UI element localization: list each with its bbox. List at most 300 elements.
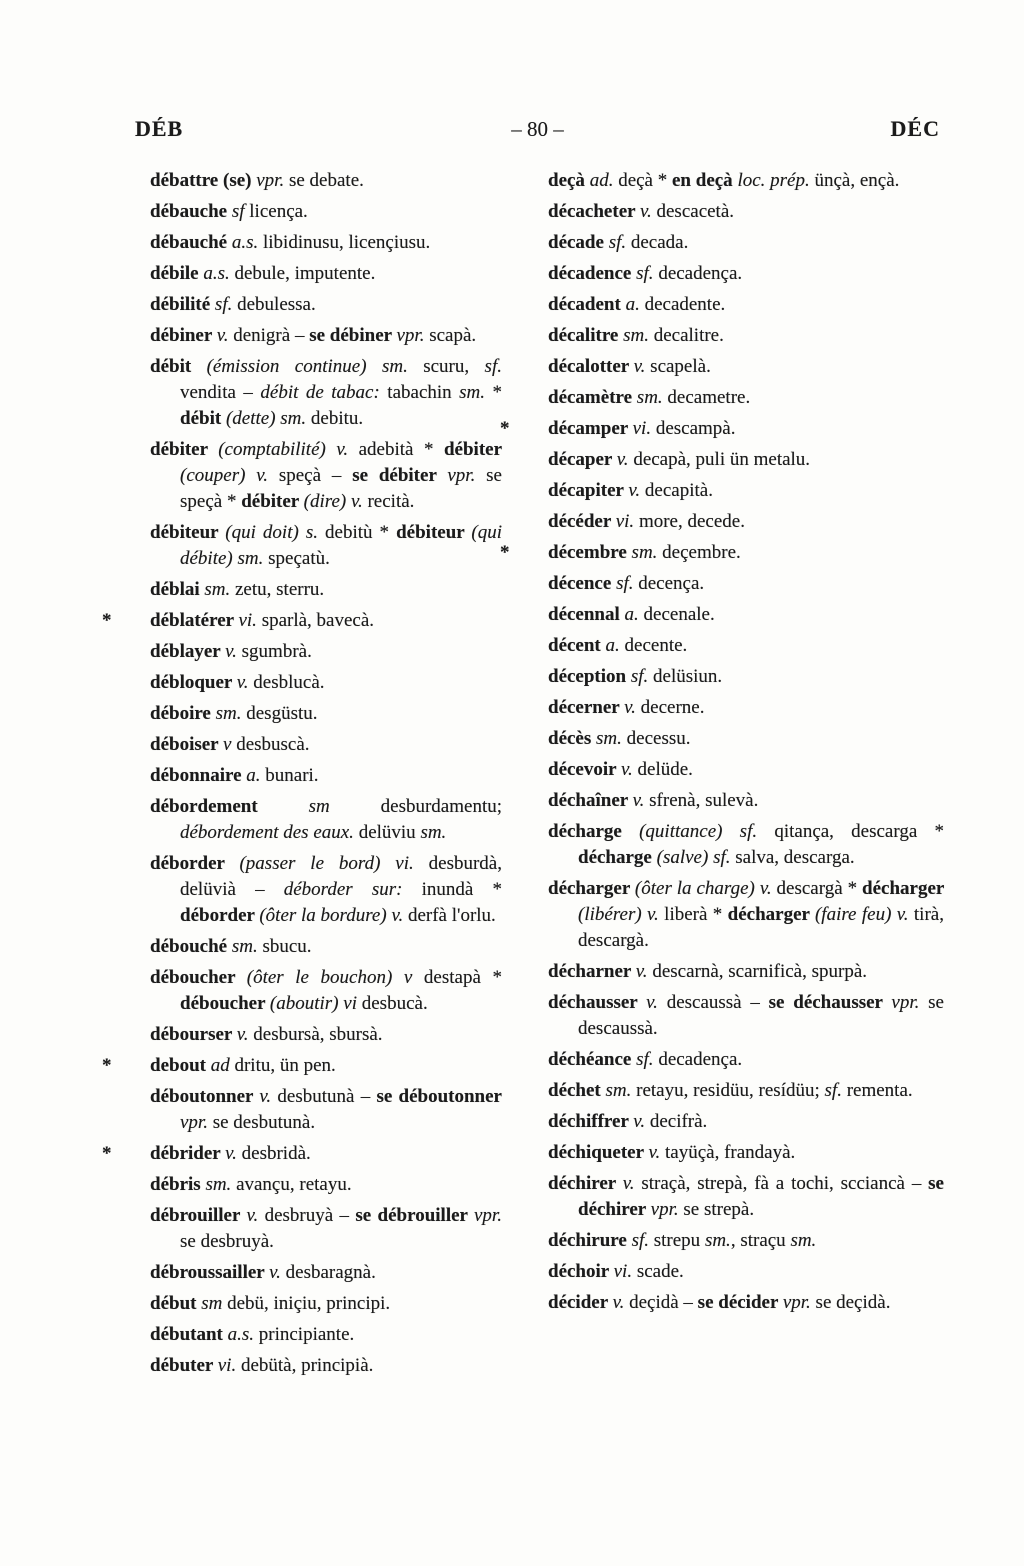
headword: déboucher bbox=[180, 993, 270, 1014]
grammar-tag: sm. bbox=[204, 579, 235, 600]
star-marker-icon: * bbox=[102, 1055, 112, 1076]
translation-text: scuru, bbox=[423, 356, 485, 377]
headword: débordement bbox=[150, 796, 309, 817]
grammar-tag: vi. bbox=[615, 511, 639, 532]
translation-text: desbruyà – bbox=[264, 1205, 356, 1226]
grammar-tag: sf bbox=[231, 201, 250, 222]
grammar-tag: sm. bbox=[596, 728, 627, 749]
grammar-tag: v. bbox=[621, 759, 638, 780]
grammar-tag: v. bbox=[225, 641, 242, 662]
headword: décadence bbox=[548, 263, 637, 284]
grammar-tag: sm. bbox=[704, 1230, 731, 1251]
grammar-tag: a.s. bbox=[231, 232, 263, 253]
translation-text: se descaussà. bbox=[578, 992, 944, 1039]
page-header bbox=[135, 116, 940, 146]
translation-text: sparlà, bavecà. bbox=[261, 610, 375, 631]
grammar-tag: v. bbox=[225, 1143, 242, 1164]
translation-text: descaussà – bbox=[666, 992, 769, 1013]
grammar-tag: v. bbox=[648, 1142, 665, 1163]
translation-text: se deçidà. bbox=[815, 1292, 891, 1313]
headword: décalitre bbox=[548, 325, 624, 346]
headword: débrider bbox=[150, 1143, 226, 1164]
grammar-tag: sm. bbox=[420, 822, 447, 843]
headword: débiteur bbox=[396, 522, 472, 543]
dictionary-entry bbox=[150, 323, 502, 349]
translation-text: delüde. bbox=[637, 759, 693, 780]
dictionary-entry bbox=[548, 447, 944, 473]
dictionary-entry bbox=[150, 1260, 502, 1286]
translation-text: desbaragnà. bbox=[285, 1262, 376, 1283]
dictionary-entry bbox=[548, 695, 944, 721]
dictionary-entry bbox=[548, 509, 944, 535]
headword: décade bbox=[548, 232, 609, 253]
dictionary-entry bbox=[548, 168, 944, 194]
dictionary-entry bbox=[548, 292, 944, 318]
translation-text: liberà * bbox=[664, 904, 728, 925]
headword: décéder bbox=[548, 511, 616, 532]
translation-text: libidinusu, licençiusu. bbox=[262, 232, 431, 253]
grammar-tag: v. bbox=[639, 201, 657, 222]
headword: décapiter bbox=[548, 480, 629, 501]
dictionary-entry bbox=[150, 1172, 502, 1198]
dictionary-entry bbox=[150, 577, 502, 603]
headword: décharger bbox=[548, 878, 635, 899]
headword: décembre bbox=[548, 542, 632, 563]
translation-text: decametre. bbox=[667, 387, 751, 408]
translation-text: scapelà. bbox=[650, 356, 711, 377]
star-marker-icon: * bbox=[500, 542, 510, 563]
grammar-tag: a. bbox=[246, 765, 266, 786]
headword: déchet bbox=[548, 1080, 606, 1101]
grammar-tag: sf. bbox=[608, 232, 631, 253]
translation-text: decadente. bbox=[644, 294, 726, 315]
headword: débiter bbox=[150, 439, 219, 460]
translation-text: desbridà. bbox=[241, 1143, 311, 1164]
grammar-tag: (ôter la bordure) v. bbox=[259, 905, 408, 926]
headword: déchirer bbox=[548, 1173, 623, 1194]
translation-text: scade. bbox=[636, 1261, 684, 1282]
grammar-tag: sm bbox=[201, 1293, 228, 1314]
translation-text: zetu, sterru. bbox=[235, 579, 325, 600]
translation-text: debitu. bbox=[310, 408, 364, 429]
dictionary-entry bbox=[548, 1290, 944, 1316]
translation-text: sgumbrà. bbox=[241, 641, 312, 662]
translation-text: licença. bbox=[249, 201, 308, 222]
grammar-tag: ad bbox=[210, 1055, 235, 1076]
grammar-tag: (passer le bord) vi. bbox=[239, 853, 429, 874]
page-number: – 80 – bbox=[511, 117, 564, 141]
headword: déchaîner bbox=[548, 790, 633, 811]
grammar-tag: déborder sur: bbox=[283, 879, 422, 900]
dictionary-entry bbox=[150, 1022, 502, 1048]
translation-text: descacetà. bbox=[656, 201, 735, 222]
grammar-tag: v. bbox=[616, 449, 634, 470]
dictionary-entry bbox=[150, 1291, 502, 1317]
headword: débilité bbox=[150, 294, 215, 315]
star-marker-icon: * bbox=[102, 1143, 112, 1164]
headword: débutant bbox=[150, 1324, 228, 1345]
dictionary-entry bbox=[150, 230, 502, 256]
dictionary-entry bbox=[548, 876, 944, 954]
headword: débauché bbox=[150, 232, 232, 253]
translation-text: se strepà. bbox=[683, 1199, 755, 1220]
translation-text: desburdamentu; bbox=[380, 796, 502, 817]
grammar-tag: vpr. bbox=[474, 1205, 502, 1226]
headword: débiter bbox=[443, 439, 503, 460]
headword: déception bbox=[548, 666, 631, 687]
headword: débit bbox=[180, 408, 226, 429]
grammar-tag: débordement des eaux. bbox=[180, 822, 359, 843]
dictionary-entry bbox=[548, 354, 944, 380]
dictionary-entry bbox=[150, 965, 502, 1017]
headword: début bbox=[150, 1293, 202, 1314]
translation-text: rementa. bbox=[846, 1080, 913, 1101]
headword: débonnaire bbox=[150, 765, 247, 786]
translation-text: retayu, residüu, resídüu; bbox=[636, 1080, 825, 1101]
dictionary-entry bbox=[548, 571, 944, 597]
dictionary-entry bbox=[150, 639, 502, 665]
translation-text: descarnà, scarnificà, spurpà. bbox=[652, 961, 868, 982]
translation-text: destapà * bbox=[423, 967, 502, 988]
headword: décès bbox=[548, 728, 597, 749]
headword: décharge bbox=[548, 821, 640, 842]
dictionary-entry bbox=[102, 1141, 502, 1167]
headword: débattre (se) bbox=[150, 170, 257, 191]
headword: décider bbox=[548, 1292, 613, 1313]
grammar-tag: v. bbox=[633, 356, 651, 377]
headword: débuter bbox=[150, 1355, 218, 1376]
grammar-tag: vpr. bbox=[447, 465, 487, 486]
translation-text: deçà * bbox=[618, 170, 672, 191]
grammar-tag: (qui débite) sm. bbox=[180, 522, 502, 569]
dictionary-entry bbox=[150, 168, 502, 194]
dictionary-entry bbox=[548, 602, 944, 628]
grammar-tag: v. bbox=[269, 1262, 286, 1283]
grammar-tag: sf. bbox=[484, 356, 502, 377]
headword: debout bbox=[150, 1055, 211, 1076]
dictionary-entry bbox=[548, 819, 944, 871]
headword: déblayer bbox=[150, 641, 226, 662]
translation-text: speçà – bbox=[278, 465, 353, 486]
dictionary-entry bbox=[150, 520, 502, 572]
headword: en deçà bbox=[672, 170, 738, 191]
headword: déchiqueter bbox=[548, 1142, 649, 1163]
translation-text: avançu, retayu. bbox=[236, 1174, 352, 1195]
translation-text: decalitre. bbox=[653, 325, 724, 346]
headword: décent bbox=[548, 635, 606, 656]
grammar-tag: ad. bbox=[589, 170, 619, 191]
translation-text: se desbutunà. bbox=[212, 1112, 316, 1133]
translation-text: desgüstu. bbox=[246, 703, 318, 724]
grammar-tag: sm. bbox=[631, 542, 663, 563]
translation-text: desbursà, sbursà. bbox=[253, 1024, 383, 1045]
translation-text: dritu, ün pen. bbox=[234, 1055, 336, 1076]
headword: déboiser bbox=[150, 734, 224, 755]
dictionary-entry bbox=[500, 540, 944, 566]
headword: débloquer bbox=[150, 672, 237, 693]
grammar-tag: sf. bbox=[631, 1230, 654, 1251]
headword: déchiffrer bbox=[548, 1111, 634, 1132]
headword: débris bbox=[150, 1174, 206, 1195]
grammar-tag: sm. bbox=[231, 936, 263, 957]
grammar-tag: sm. bbox=[205, 1174, 237, 1195]
dictionary-entry bbox=[150, 934, 502, 960]
dictionary-entry bbox=[150, 437, 502, 515]
grammar-tag: a. bbox=[624, 604, 644, 625]
translation-text: delüsiun. bbox=[653, 666, 723, 687]
dictionary-entry bbox=[150, 794, 502, 846]
dictionary-entry bbox=[548, 385, 944, 411]
header-guide-word-right: DÉC bbox=[890, 116, 940, 141]
headword: décamper bbox=[548, 418, 633, 439]
grammar-tag: sm. bbox=[636, 387, 668, 408]
grammar-tag: sf. bbox=[630, 666, 654, 687]
headword: déblatérer bbox=[150, 610, 239, 631]
dictionary-entry bbox=[548, 788, 944, 814]
grammar-tag: v. bbox=[633, 1111, 650, 1132]
headword: débit bbox=[150, 356, 207, 377]
dictionary-entry bbox=[548, 757, 944, 783]
translation-text: decente. bbox=[624, 635, 688, 656]
grammar-tag: (libérer) v. bbox=[578, 904, 665, 925]
translation-text: se debate. bbox=[288, 170, 364, 191]
grammar-tag: (quittance) sf. bbox=[639, 821, 775, 842]
headword: débourser bbox=[150, 1024, 237, 1045]
translation-text: , straçu bbox=[730, 1230, 791, 1251]
dictionary-entry bbox=[500, 416, 944, 442]
left-column bbox=[102, 168, 503, 1384]
grammar-tag: v. bbox=[236, 672, 254, 693]
dictionary-entry bbox=[548, 726, 944, 752]
headword: déchirure bbox=[548, 1230, 632, 1251]
dictionary-entry bbox=[150, 763, 502, 789]
grammar-tag: sf. bbox=[636, 1049, 659, 1070]
translation-text: vendita – bbox=[180, 382, 261, 403]
grammar-tag: a.s. bbox=[203, 263, 235, 284]
translation-text: tabachin bbox=[387, 382, 460, 403]
grammar-tag: vpr. bbox=[396, 325, 430, 346]
translation-text: debule, imputente. bbox=[234, 263, 376, 284]
translation-text: denigrà – bbox=[233, 325, 310, 346]
grammar-tag: v. bbox=[628, 480, 645, 501]
grammar-tag: vpr. bbox=[891, 992, 929, 1013]
grammar-tag: v bbox=[223, 734, 237, 755]
grammar-tag: vpr. bbox=[256, 170, 289, 191]
headword: décaper bbox=[548, 449, 617, 470]
grammar-tag: débit de tabac: bbox=[260, 382, 388, 403]
translation-text: decapità. bbox=[644, 480, 713, 501]
grammar-tag: sm. bbox=[623, 325, 654, 346]
grammar-tag: v. bbox=[259, 1086, 278, 1107]
star-marker-icon: * bbox=[102, 610, 112, 631]
grammar-tag: v. bbox=[635, 961, 653, 982]
dictionary-entry bbox=[150, 1203, 502, 1255]
grammar-tag: vpr. bbox=[180, 1112, 213, 1133]
dictionary-entry bbox=[548, 633, 944, 659]
translation-text: derfà l'orlu. bbox=[407, 905, 496, 926]
translation-text: debitù * bbox=[325, 522, 397, 543]
translation-text: inundà * bbox=[421, 879, 502, 900]
grammar-tag: (faire feu) v. bbox=[814, 904, 914, 925]
translation-text: tayüçà, frandayà. bbox=[664, 1142, 796, 1163]
headword: se débiner bbox=[309, 325, 397, 346]
grammar-tag: v. bbox=[246, 1205, 265, 1226]
grammar-tag: (ôter le bouchon) v bbox=[246, 967, 424, 988]
headword: décalotter bbox=[548, 356, 634, 377]
grammar-tag: vi. bbox=[217, 1355, 241, 1376]
dictionary-entry bbox=[548, 1228, 944, 1254]
headword: se débiter bbox=[352, 465, 448, 486]
dictionary-entry bbox=[102, 1053, 502, 1079]
translation-text: delüviu bbox=[358, 822, 421, 843]
translation-text: desbucà. bbox=[361, 993, 428, 1014]
grammar-tag: sf. bbox=[636, 263, 659, 284]
headword: décharger bbox=[727, 904, 815, 925]
grammar-tag: (dire) v. bbox=[303, 491, 368, 512]
translation-text: scapà. bbox=[429, 325, 477, 346]
translation-text: decessu. bbox=[626, 728, 691, 749]
grammar-tag: a. bbox=[605, 635, 625, 656]
grammar-tag: vi. bbox=[238, 610, 262, 631]
dictionary-entry bbox=[548, 1109, 944, 1135]
translation-text: * bbox=[492, 382, 502, 403]
grammar-tag: loc. prép. bbox=[737, 170, 815, 191]
grammar-tag: v. bbox=[624, 697, 641, 718]
right-column bbox=[500, 168, 944, 1384]
dictionary-entry bbox=[548, 664, 944, 690]
headword: débroussailler bbox=[150, 1262, 270, 1283]
grammar-tag: a.s. bbox=[227, 1324, 259, 1345]
translation-text: decapà, puli ün metalu. bbox=[633, 449, 811, 470]
translation-text: strepu bbox=[653, 1230, 705, 1251]
grammar-tag: (couper) v. bbox=[180, 465, 279, 486]
grammar-tag: sm. bbox=[215, 703, 247, 724]
dictionary-entry bbox=[548, 478, 944, 504]
grammar-tag: (salve) sf. bbox=[656, 847, 736, 868]
grammar-tag: (comptabilité) v. bbox=[218, 439, 359, 460]
dictionary-entry bbox=[150, 1322, 502, 1348]
grammar-tag: sm. bbox=[790, 1230, 817, 1251]
translation-text: deçidà – bbox=[629, 1292, 698, 1313]
translation-text: debütà, principià. bbox=[240, 1355, 374, 1376]
headword: se déchirer bbox=[578, 1173, 944, 1220]
star-marker-icon: * bbox=[500, 418, 510, 439]
grammar-tag: vi. bbox=[613, 1261, 637, 1282]
dictionary-entry bbox=[548, 199, 944, 225]
headword: débrouiller bbox=[150, 1205, 247, 1226]
translation-text: desburdà, delüvià – bbox=[180, 853, 502, 900]
dictionary-entry bbox=[150, 1353, 502, 1379]
grammar-tag: v. bbox=[216, 325, 234, 346]
headword: décennal bbox=[548, 604, 625, 625]
dictionary-entry bbox=[150, 851, 502, 929]
grammar-tag: v. bbox=[236, 1024, 254, 1045]
headword: décharger bbox=[862, 878, 944, 899]
headword: décadent bbox=[548, 294, 626, 315]
grammar-tag: (émission continue) sm. bbox=[206, 356, 424, 377]
translation-text: debulessa. bbox=[237, 294, 316, 315]
translation-text: desblucà. bbox=[253, 672, 325, 693]
translation-text: ünçà, ençà. bbox=[814, 170, 900, 191]
dictionary-entry bbox=[102, 608, 502, 634]
headword: se débrouiller bbox=[355, 1205, 474, 1226]
dictionary-entry bbox=[548, 1171, 944, 1223]
grammar-tag: sf. bbox=[616, 573, 639, 594]
grammar-tag: (aboutir) vi bbox=[269, 993, 362, 1014]
dictionary-entry bbox=[150, 732, 502, 758]
translation-text: decada. bbox=[630, 232, 689, 253]
headword: débouché bbox=[150, 936, 232, 957]
grammar-tag: v. bbox=[632, 790, 650, 811]
translation-text: straçà, strepà, fà a tochi, scciancà – bbox=[641, 1173, 929, 1194]
dictionary-entry bbox=[150, 701, 502, 727]
grammar-tag: a. bbox=[625, 294, 645, 315]
grammar-tag: sf. bbox=[214, 294, 238, 315]
translation-text: descampà. bbox=[655, 418, 736, 439]
headword: déchéance bbox=[548, 1049, 637, 1070]
translation-text: se desbruyà. bbox=[180, 1231, 274, 1252]
headword: débiner bbox=[150, 325, 217, 346]
grammar-tag: (dette) sm. bbox=[225, 408, 311, 429]
dictionary-entry bbox=[150, 261, 502, 287]
grammar-tag: v. bbox=[622, 1173, 642, 1194]
headword: débile bbox=[150, 263, 204, 284]
dictionary-entry bbox=[150, 199, 502, 225]
dictionary-entry bbox=[548, 990, 944, 1042]
translation-text: sbucu. bbox=[262, 936, 312, 957]
headword: déborder bbox=[150, 853, 240, 874]
headword: deçà bbox=[548, 170, 590, 191]
dictionary-entry bbox=[548, 1047, 944, 1073]
headword: débiter bbox=[241, 491, 304, 512]
headword: décharner bbox=[548, 961, 636, 982]
grammar-tag: (ôter la charge) v. bbox=[634, 878, 777, 899]
dictionary-entry bbox=[150, 292, 502, 318]
grammar-tag: v. bbox=[646, 992, 667, 1013]
dictionary-entry bbox=[548, 230, 944, 256]
headword: décacheter bbox=[548, 201, 640, 222]
headword: déborder bbox=[180, 905, 260, 926]
grammar-tag: vpr. bbox=[782, 1292, 816, 1313]
headword: décevoir bbox=[548, 759, 621, 780]
headword: décence bbox=[548, 573, 617, 594]
translation-text: decenale. bbox=[643, 604, 715, 625]
grammar-tag: vi. bbox=[632, 418, 656, 439]
translation-text: bunari. bbox=[265, 765, 319, 786]
header-guide-word-left: DÉB bbox=[135, 116, 184, 141]
grammar-tag: (qui doit) s. bbox=[225, 522, 326, 543]
translation-text: desbuscà. bbox=[236, 734, 310, 755]
headword: se déboutonner bbox=[376, 1086, 502, 1107]
translation-text: decifrà. bbox=[649, 1111, 708, 1132]
grammar-tag: sm. bbox=[459, 382, 493, 403]
dictionary-entry bbox=[548, 1078, 944, 1104]
translation-text: more, decede. bbox=[638, 511, 745, 532]
translation-text: principiante. bbox=[258, 1324, 355, 1345]
translation-text: adebità * bbox=[358, 439, 444, 460]
translation-text: descargà * bbox=[776, 878, 863, 899]
translation-text: decerne. bbox=[640, 697, 705, 718]
dictionary-entry bbox=[548, 959, 944, 985]
dictionary-columns bbox=[102, 168, 944, 1384]
dictionary-entry bbox=[150, 670, 502, 696]
headword: décamètre bbox=[548, 387, 637, 408]
dictionary-entry bbox=[548, 261, 944, 287]
translation-text: debü, iniçiu, principi. bbox=[227, 1293, 391, 1314]
headword: se déchausser bbox=[768, 992, 892, 1013]
translation-text: desbutunà – bbox=[277, 1086, 377, 1107]
dictionary-entry bbox=[548, 323, 944, 349]
